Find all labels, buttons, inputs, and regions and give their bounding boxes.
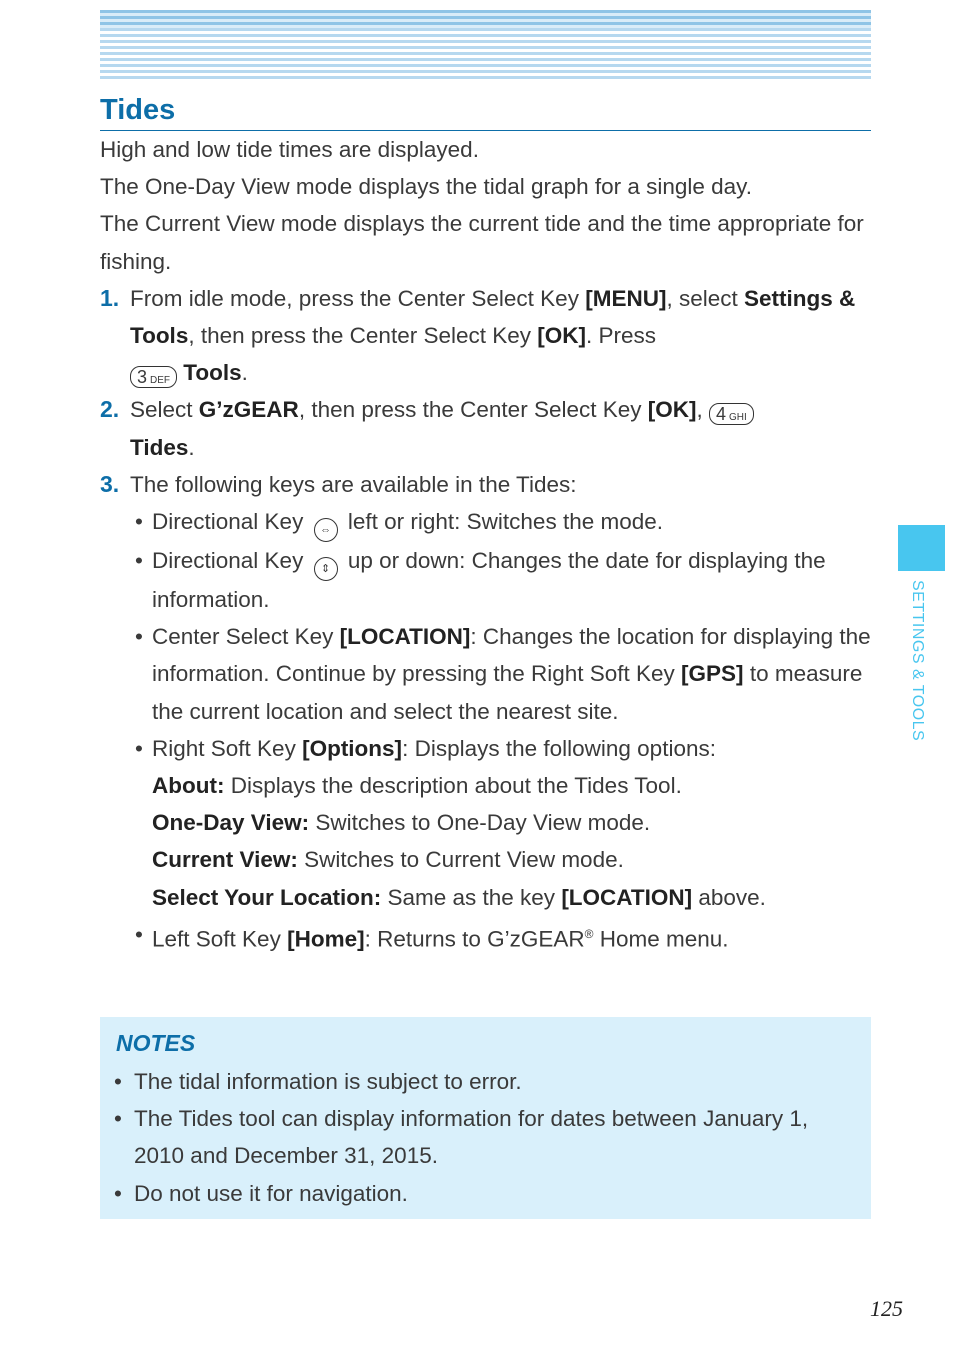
section-tab <box>898 525 945 571</box>
notes-box <box>100 1017 871 1219</box>
item-text: Directional Key <box>152 509 304 535</box>
option-desc: Switches to Current View mode. <box>297 847 624 873</box>
option-name: One-Day View: <box>152 810 310 836</box>
page-title: Tides <box>100 92 871 131</box>
key-digit: 3 <box>137 367 148 388</box>
item-text: Right Soft Key <box>152 735 303 761</box>
item-text: : Displays the following options: <box>402 735 716 761</box>
item-text: left or right: Switches the mode. <box>347 509 664 535</box>
key-letters: DEF <box>150 375 171 387</box>
item-text: Directional Key <box>152 548 304 574</box>
bullet-dot: • <box>135 624 143 650</box>
option-desc: above. <box>692 884 766 910</box>
bullet-dot: • <box>135 921 143 947</box>
item-text: to measure the current location and select the nearest site. <box>152 661 863 724</box>
section-label: SETTINGS & TOOLS <box>909 580 926 742</box>
step-number: 2. <box>100 396 120 423</box>
key-digit: 4 <box>716 404 727 425</box>
bullet-dot: • <box>135 548 143 574</box>
ok-key-label: [OK] <box>537 323 587 349</box>
item-text: Center Select Key <box>152 624 340 650</box>
option-name: Current View: <box>152 847 298 873</box>
settings-tools-label: Settings & Tools <box>130 285 856 349</box>
gzgear-label: G’zGEAR <box>198 397 299 423</box>
step-2 <box>100 391 875 465</box>
gps-key-label: [GPS] <box>681 661 744 687</box>
note-item <box>114 1063 864 1100</box>
option-one-day-view <box>152 804 875 841</box>
bullet-dot: • <box>114 1106 122 1132</box>
option-name: Select Your Location: <box>152 884 382 910</box>
note-item <box>114 1175 864 1212</box>
step-text: The following keys are available in the Tides: <box>130 471 577 497</box>
bullet-dot: • <box>135 735 143 761</box>
notes-list <box>114 1063 864 1212</box>
item-text: up or down: Changes the date for displaying the information. <box>152 548 826 613</box>
option-name: About: <box>152 773 225 799</box>
item-text: : Returns to G’zGEAR <box>364 926 585 952</box>
intro-line: High and low tide times are displayed. <box>100 137 479 162</box>
list-item <box>135 730 875 767</box>
item-text: Home menu. <box>593 926 729 952</box>
intro-line: The One-Day View mode displays the tidal graph for a single day. <box>100 174 753 200</box>
list-item <box>135 503 875 542</box>
intro-line: The Current View mode displays the current tide and the time appropriate for fishing. <box>100 211 864 274</box>
key-4-ghi-icon <box>709 403 754 425</box>
list-item <box>135 542 875 618</box>
step-text: , <box>696 397 710 423</box>
header-decoration-band <box>100 10 871 80</box>
step-text: , then press the Center Select Key <box>188 323 538 349</box>
notes-title: NOTES <box>116 1030 196 1056</box>
step-text: From idle mode, press the Center Select Key <box>130 285 586 311</box>
bullet-dot: • <box>114 1180 122 1206</box>
item-text: : Changes the location for displaying the information. Continue by pressing the Right Soft Key <box>152 624 871 687</box>
step-text: Select <box>130 397 199 423</box>
options-key-label: [Options] <box>302 735 403 761</box>
note-text: The tidal information is subject to error. <box>134 1069 522 1094</box>
note-text: Do not use it for navigation. <box>134 1180 408 1206</box>
option-current-view <box>152 841 875 878</box>
key-letters: GHI <box>729 412 747 424</box>
tools-label: Tools <box>183 360 242 386</box>
step-text: , then press the Center Select Key <box>298 397 648 423</box>
option-select-location <box>152 879 875 916</box>
note-item <box>114 1100 864 1174</box>
location-key-label: [LOCATION] <box>339 624 471 650</box>
key-3-def-icon <box>130 366 177 388</box>
main-content <box>100 131 875 958</box>
bullet-dot: • <box>114 1069 122 1094</box>
step-number: 3. <box>100 470 120 497</box>
item-text: Left Soft Key <box>152 926 288 952</box>
step-number: 1. <box>100 284 120 311</box>
dpad-up-down-icon: ⇕ <box>314 557 338 581</box>
page-number: 125 <box>870 1296 903 1321</box>
tides-label: Tides <box>130 434 189 460</box>
option-desc: Same as the key <box>381 884 562 910</box>
key-list <box>100 503 875 958</box>
step-1 <box>100 280 875 392</box>
option-about <box>152 767 875 804</box>
ok-key-label: [OK] <box>647 397 697 423</box>
home-key-label: [Home] <box>287 926 365 952</box>
step-text: . Press <box>586 323 657 349</box>
option-desc: Switches to One-Day View mode. <box>309 810 651 836</box>
dpad-left-right-icon: ⇔ <box>314 518 338 542</box>
option-desc: Displays the description about the Tides Tool. <box>224 773 682 799</box>
note-text: The Tides tool can display information for dates between January 1, 2010 and December 31, 2015. <box>134 1106 809 1169</box>
location-key-label: [LOCATION] <box>561 884 693 910</box>
step-text: . <box>241 360 248 386</box>
registered-mark: ® <box>584 926 594 941</box>
list-item <box>135 916 875 958</box>
step-text: , select <box>666 285 744 311</box>
bullet-dot: • <box>135 509 143 535</box>
list-item <box>135 618 875 730</box>
menu-key-label: [MENU] <box>585 285 667 311</box>
step-text: . <box>188 434 195 460</box>
step-3 <box>100 466 875 503</box>
